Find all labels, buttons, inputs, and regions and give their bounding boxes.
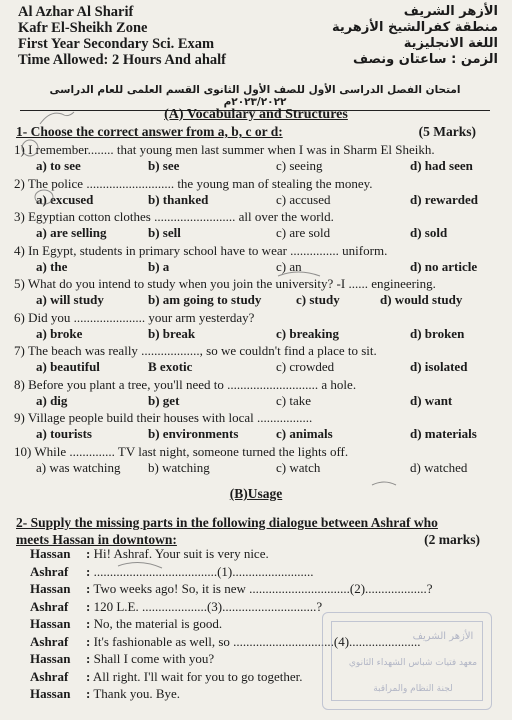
dialogue-line <box>30 546 500 564</box>
option-c: c) study <box>296 292 340 307</box>
mcq-question: 8) Before you plant a tree, you'll need to ............................ a hole. <box>14 376 357 392</box>
option-a: a) broke <box>36 325 83 341</box>
svg-text:لجنة النظام والمراقبة: لجنة النظام والمراقبة <box>373 684 453 694</box>
mcq-question: 6) Did you ...................... your arm yesterday? <box>14 309 255 325</box>
option-a: a) are selling <box>36 225 107 240</box>
dialogue-text: No, the material is good. <box>93 616 223 631</box>
option-b: b) watching <box>148 459 210 475</box>
mcq-list <box>14 142 504 477</box>
option-c: c) accused <box>276 191 331 207</box>
mcq-options <box>14 158 504 174</box>
separator: : <box>86 651 91 666</box>
mcq-item <box>14 176 504 210</box>
option-d: d) want <box>410 392 453 408</box>
option-d: d) would study <box>380 292 463 307</box>
header-left-line: Al Azhar Al Sharif <box>18 4 134 20</box>
mcq-question: 2) The police ........................... the young man of stealing the money. <box>14 175 373 191</box>
mcq-item <box>14 142 504 176</box>
mcq-options <box>14 426 504 442</box>
header-right-line: الأزهر الشريف <box>403 4 498 19</box>
dialogue-text: Two weeks ago! So, it is new ...............................(2)...................? <box>93 581 433 596</box>
speaker: Ashraf <box>30 633 69 649</box>
header-left <box>18 4 226 68</box>
mcq-item <box>14 276 504 310</box>
option-a: a) will study <box>36 292 104 307</box>
option-b: b) sell <box>148 225 181 240</box>
mcq-options <box>14 460 504 476</box>
mcq-question: 3) Egyptian cotton clothes ......................... all over the world. <box>14 209 334 224</box>
option-b: b) thanked <box>148 191 209 207</box>
mcq-question: 4) In Egypt, students in primary school have to wear ............... uniform. <box>14 242 388 258</box>
option-c: c) an <box>276 258 302 274</box>
mcq-item <box>14 209 504 243</box>
option-d: d) broken <box>410 325 465 341</box>
mcq-options <box>14 292 504 308</box>
option-a: a) the <box>36 258 68 274</box>
option-b: b) environments <box>148 426 239 441</box>
pencil-scribble <box>372 482 396 485</box>
separator: : <box>86 668 91 684</box>
option-c: c) crowded <box>276 359 335 374</box>
mcq-question: 1) I remember........ that young men last summer when I was in Sharm El Sheikh. <box>14 142 435 157</box>
speaker: Ashraf <box>30 563 69 579</box>
option-c: c) are sold <box>276 225 331 240</box>
option-d: d) sold <box>410 225 448 240</box>
option-d: d) no article <box>410 258 478 274</box>
speaker: Hassan <box>30 581 71 596</box>
mcq-options <box>14 326 504 342</box>
mcq-item <box>14 310 504 344</box>
option-b: b) break <box>148 325 196 341</box>
question-2-title-line: meets Hassan in downtown: <box>16 532 177 547</box>
option-a: a) to see <box>36 158 81 173</box>
dialogue-text: All right. I'll wait for you to go together. <box>92 668 303 684</box>
question-2-title-line: 2- Supply the missing parts in the following dialogue between Ashraf who <box>16 515 438 530</box>
option-d: d) rewarded <box>410 191 479 207</box>
svg-text:الأزهر الشريف: الأزهر الشريف <box>412 631 474 642</box>
separator: : <box>86 581 91 596</box>
option-a: a) dig <box>36 392 68 408</box>
header-left-line: First Year Secondary Sci. Exam <box>18 36 215 52</box>
option-d: d) isolated <box>410 359 468 374</box>
dialogue-text: Hi! Ashraf. Your suit is very nice. <box>93 546 269 561</box>
mcq-options <box>14 225 504 241</box>
separator: : <box>86 598 91 614</box>
option-c: c) breaking <box>276 325 339 341</box>
header-right <box>332 4 498 68</box>
header-left-line: Time Allowed: 2 Hours And ahalf <box>18 52 226 68</box>
mcq-question: 10) While .............. TV last night, someone turned the lights off. <box>14 443 349 459</box>
stamp-lettering <box>323 613 491 709</box>
dialogue-text: It's fashionable as well, so ...............................(4)...................... <box>93 633 421 649</box>
speaker: Hassan <box>30 651 71 666</box>
header-right-line: اللغة الانجليزية <box>403 36 498 51</box>
option-b: b) see <box>148 158 180 173</box>
section-b-title: (B)Usage <box>229 486 283 501</box>
option-b: b) am going to study <box>148 292 262 307</box>
separator: : <box>86 563 91 579</box>
option-c: c) watch <box>276 459 321 475</box>
option-a: a) beautiful <box>36 359 100 374</box>
mcq-item <box>14 377 504 411</box>
question-2-marks: (2 marks) <box>424 532 480 547</box>
question-1-marks: (5 Marks) <box>418 124 476 139</box>
mcq-item <box>14 444 504 478</box>
separator: : <box>86 686 91 701</box>
separator: : <box>86 633 91 649</box>
header-right-line: منطقة كفرالشيخ الأزهرية <box>331 20 498 35</box>
option-b: b) a <box>148 258 170 274</box>
option-c: c) animals <box>276 426 333 441</box>
mcq-options <box>14 259 504 275</box>
mcq-options <box>14 359 504 375</box>
section-a-title: (A) Vocabulary and Structures <box>164 107 348 122</box>
mcq-question: 7) The beach was really .................., so we couldn't find a place to sit. <box>14 343 377 358</box>
mcq-options <box>14 192 504 208</box>
speaker: Ashraf <box>30 668 69 684</box>
dialogue-text: Shall I come with you? <box>93 651 215 666</box>
mcq-options <box>14 393 504 409</box>
option-a: a) tourists <box>36 426 92 441</box>
option-d: d) materials <box>410 426 477 441</box>
speaker: Hassan <box>30 616 71 631</box>
dialogue-line <box>30 581 500 599</box>
option-c: c) take <box>276 392 312 408</box>
question-1-heading <box>16 124 502 140</box>
option-a: a) excused <box>36 191 94 207</box>
header-right-line: الزمن : ساعتان ونصف <box>352 52 498 67</box>
mcq-item <box>14 343 504 377</box>
header-left-line: Kafr El-Sheikh Zone <box>18 20 148 36</box>
speaker: Hassan <box>30 546 71 561</box>
dialogue-text: ......................................(1)......................... <box>93 563 314 579</box>
separator: : <box>86 546 91 561</box>
exam-title: امتحان الفصل الدراسى الأول للصف الأول الثانوى القسم العلمى للعام الدراسى ٢٠٢٣/٢٠٢٢م <box>20 84 490 111</box>
option-d: d) watched <box>410 459 468 475</box>
dialogue-text: Thank you. Bye. <box>93 686 181 701</box>
option-d: d) had seen <box>410 158 473 173</box>
speaker: Ashraf <box>30 598 69 614</box>
separator: : <box>86 616 91 631</box>
official-stamp <box>322 612 492 710</box>
option-a: a) was watching <box>36 459 121 475</box>
option-b: b) get <box>148 392 180 408</box>
dialogue-text: 120 L.E. ....................(3).............................? <box>93 598 323 614</box>
mcq-question: 9) Village people build their houses with local ................. <box>14 410 313 425</box>
mcq-question: 5) What do you intend to study when you join the university? -I ...... engineering. <box>14 276 436 291</box>
question-2-heading <box>16 514 496 548</box>
mcq-item <box>14 410 504 444</box>
dialogue-line <box>30 564 500 582</box>
question-1-title: 1- Choose the correct answer from a, b, c or d: <box>16 124 283 139</box>
mcq-item <box>14 243 504 277</box>
option-b: B exotic <box>148 359 193 374</box>
option-c: c) seeing <box>276 158 323 173</box>
speaker: Hassan <box>30 686 71 701</box>
svg-text:معهد فتيات شباس الشهداء الثانو: معهد فتيات شباس الشهداء الثانوي <box>348 658 478 668</box>
